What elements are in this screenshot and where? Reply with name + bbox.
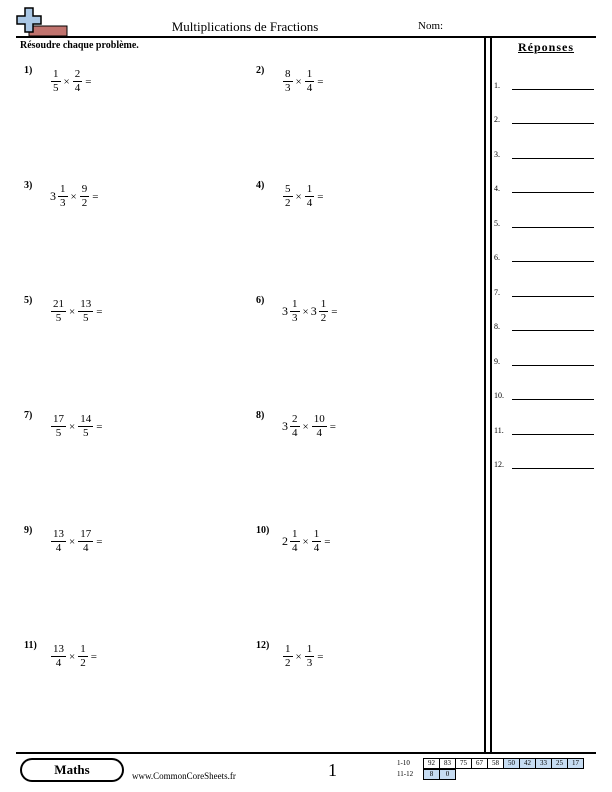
problem-number: 1) — [24, 65, 33, 76]
fraction — [312, 528, 322, 555]
answer-line[interactable] — [512, 218, 594, 228]
answer-line[interactable] — [512, 356, 594, 366]
times-sign: × — [69, 650, 76, 663]
equals-sign: = — [92, 190, 99, 203]
numerator: 13 — [53, 528, 64, 540]
numerator: 1 — [80, 643, 86, 655]
whole-number: 3 — [310, 304, 317, 318]
problem-item — [24, 180, 100, 210]
answer-row — [494, 287, 594, 297]
numerator: 13 — [80, 298, 92, 310]
fraction — [290, 298, 300, 325]
fraction — [78, 528, 93, 555]
whole-number: 2 — [282, 534, 288, 548]
answer-line[interactable] — [512, 114, 594, 124]
times-sign: × — [295, 190, 302, 203]
equals-sign: = — [96, 535, 103, 548]
equals-sign: = — [317, 650, 324, 663]
denominator: 3 — [285, 82, 291, 94]
equals-sign: = — [85, 75, 92, 88]
score-cell: 50 — [503, 758, 520, 769]
answer-line[interactable] — [512, 183, 594, 193]
answer-line[interactable] — [512, 149, 594, 159]
fraction — [312, 413, 327, 440]
times-sign: × — [63, 75, 70, 88]
denominator: 4 — [292, 427, 298, 439]
problem-item — [256, 525, 332, 555]
denominator: 3 — [292, 312, 298, 324]
score-cell: 0 — [439, 769, 456, 780]
problem-item — [24, 525, 104, 555]
answer-label: 5. — [494, 219, 500, 228]
answer-row — [494, 425, 594, 435]
score-cell: 67 — [471, 758, 488, 769]
answer-row — [494, 390, 594, 400]
score-cell: 92 — [423, 758, 440, 769]
numerator: 1 — [292, 298, 298, 310]
answer-line[interactable] — [512, 390, 594, 400]
score-cell: 8 — [423, 769, 440, 780]
problem-number: 9) — [24, 525, 33, 536]
problem-item — [24, 65, 93, 95]
answer-line[interactable] — [512, 252, 594, 262]
numerator: 1 — [306, 643, 313, 655]
numerator: 1 — [53, 68, 59, 80]
fraction — [283, 643, 293, 670]
answer-row — [494, 218, 594, 228]
denominator: 2 — [320, 312, 327, 324]
denominator: 2 — [285, 197, 291, 209]
numerator: 1 — [306, 183, 313, 195]
answer-label: 10. — [494, 391, 504, 400]
answer-label: 11. — [494, 426, 504, 435]
problem-number: 11) — [24, 640, 37, 651]
equals-sign: = — [324, 535, 331, 548]
fraction-expression — [50, 298, 104, 325]
denominator: 5 — [55, 312, 62, 324]
score-row — [424, 758, 584, 769]
times-sign: × — [69, 535, 76, 548]
whole-number: 3 — [50, 189, 56, 203]
equals-sign: = — [96, 420, 103, 433]
score-cell: 75 — [455, 758, 472, 769]
fraction — [305, 68, 315, 95]
answer-row — [494, 149, 594, 159]
denominator: 4 — [292, 542, 298, 554]
score-range-label: 11-12 — [397, 770, 414, 778]
answer-label: 3. — [494, 150, 500, 159]
answer-label: 1. — [494, 81, 500, 90]
problem-number: 4) — [256, 180, 265, 191]
equals-sign: = — [329, 420, 336, 433]
fraction — [305, 643, 315, 670]
problem-item — [256, 65, 325, 95]
fraction — [51, 643, 66, 670]
denominator: 4 — [55, 542, 62, 554]
score-row — [424, 769, 456, 780]
answer-line[interactable] — [512, 425, 594, 435]
problem-item — [256, 640, 325, 670]
score-cell: 42 — [519, 758, 536, 769]
fraction-expression — [282, 298, 339, 325]
page-number: 1 — [328, 760, 337, 780]
fraction-expression — [50, 643, 99, 670]
times-sign: × — [69, 305, 76, 318]
numerator: 9 — [81, 183, 88, 195]
score-cell: 58 — [487, 758, 504, 769]
denominator: 5 — [82, 427, 89, 439]
fraction — [51, 68, 61, 95]
footer-divider — [16, 752, 596, 754]
problem-number: 12) — [256, 640, 270, 651]
denominator: 4 — [82, 542, 89, 554]
times-sign: × — [295, 75, 302, 88]
equals-sign: = — [96, 305, 103, 318]
problem-item — [256, 180, 325, 210]
numerator: 1 — [306, 68, 313, 80]
equals-sign: = — [90, 650, 97, 663]
answer-row — [494, 80, 594, 90]
times-sign: × — [69, 420, 76, 433]
answer-row — [494, 252, 594, 262]
website-link[interactable]: www.CommonCoreSheets.fr — [132, 771, 236, 781]
fraction — [73, 68, 83, 95]
numerator: 2 — [74, 68, 81, 80]
fraction — [78, 643, 88, 670]
subject-badge — [20, 758, 124, 782]
denominator: 4 — [55, 657, 62, 669]
equals-sign: = — [331, 305, 338, 318]
score-cell: 25 — [551, 758, 568, 769]
problem-number: 8) — [256, 410, 265, 421]
problem-item — [24, 410, 104, 440]
denominator: 2 — [285, 657, 291, 669]
plus-sign-logo — [16, 6, 68, 38]
fraction — [51, 413, 66, 440]
denominator: 3 — [306, 657, 313, 669]
denominator: 3 — [60, 197, 66, 209]
problem-item — [256, 410, 338, 440]
subject-label: Maths — [22, 760, 122, 780]
answer-label: 6. — [494, 253, 500, 262]
answer-label: 7. — [494, 288, 500, 297]
times-sign: × — [295, 650, 302, 663]
fraction — [78, 298, 93, 325]
fraction-expression — [50, 68, 93, 95]
numerator: 1 — [285, 643, 291, 655]
problem-item — [24, 640, 99, 670]
denominator: 2 — [80, 657, 86, 669]
answers-title: Réponses — [518, 40, 575, 54]
fraction-expression — [282, 413, 338, 440]
score-cell: 83 — [439, 758, 456, 769]
fraction — [80, 183, 90, 210]
problem-number: 3) — [24, 180, 33, 191]
fraction-expression — [282, 643, 325, 670]
score-cell: 17 — [567, 758, 584, 769]
numerator: 1 — [60, 183, 66, 195]
answer-label: 9. — [494, 357, 500, 366]
fraction-expression — [282, 528, 332, 555]
numerator: 14 — [80, 413, 92, 425]
answer-row — [494, 321, 594, 331]
worksheet-title: Multiplications de Fractions — [171, 19, 319, 34]
answer-label: 8. — [494, 322, 500, 331]
answer-line[interactable] — [512, 287, 594, 297]
answer-row — [494, 183, 594, 193]
fraction-expression — [50, 528, 104, 555]
fraction — [290, 528, 300, 555]
score-range-label: 1-10 — [397, 759, 410, 767]
times-sign: × — [302, 535, 309, 548]
answer-label: 2. — [494, 115, 500, 124]
numerator: 13 — [53, 643, 64, 655]
fraction-expression — [282, 183, 325, 210]
denominator: 4 — [74, 82, 81, 94]
answer-label: 4. — [494, 184, 500, 193]
times-sign: × — [302, 420, 309, 433]
fraction — [283, 183, 293, 210]
fraction — [51, 528, 66, 555]
problem-item — [24, 295, 104, 325]
answer-row — [494, 356, 594, 366]
numerator: 21 — [53, 298, 64, 310]
header-divider — [16, 36, 596, 38]
numerator: 1 — [292, 528, 298, 540]
numerator: 10 — [313, 413, 325, 425]
fraction — [305, 183, 315, 210]
answer-line[interactable] — [512, 80, 594, 90]
numerator: 2 — [292, 413, 298, 425]
fraction-expression — [282, 68, 325, 95]
numerator: 8 — [285, 68, 291, 80]
problem-number: 2) — [256, 65, 265, 76]
answer-line[interactable] — [512, 459, 594, 469]
denominator: 2 — [81, 197, 88, 209]
denominator: 4 — [306, 197, 313, 209]
denominator: 4 — [313, 542, 320, 554]
denominator: 5 — [53, 82, 59, 94]
denominator: 4 — [316, 427, 322, 439]
fraction — [58, 183, 68, 210]
problem-number: 10) — [256, 525, 270, 536]
numerator: 1 — [320, 298, 327, 310]
times-sign: × — [70, 190, 77, 203]
denominator: 4 — [306, 82, 313, 94]
answer-column-divider — [484, 37, 492, 753]
problem-number: 6) — [256, 295, 265, 306]
denominator: 5 — [82, 312, 89, 324]
problem-number: 7) — [24, 410, 33, 421]
answer-label: 12. — [494, 460, 504, 469]
whole-number: 3 — [282, 304, 288, 318]
equals-sign: = — [317, 75, 324, 88]
fraction — [78, 413, 93, 440]
fraction-expression — [50, 413, 104, 440]
instructions: Résoudre chaque problème. — [20, 40, 139, 51]
times-sign: × — [302, 305, 309, 318]
numerator: 17 — [53, 413, 64, 425]
whole-number: 3 — [282, 419, 288, 433]
answer-row — [494, 459, 594, 469]
fraction — [51, 298, 66, 325]
name-label: Nom: — [418, 20, 444, 32]
numerator: 1 — [313, 528, 320, 540]
fraction — [290, 413, 300, 440]
fraction — [283, 68, 293, 95]
answer-row — [494, 114, 594, 124]
numerator: 5 — [285, 183, 291, 195]
numerator: 17 — [80, 528, 92, 540]
problem-number: 5) — [24, 295, 33, 306]
answer-line[interactable] — [512, 321, 594, 331]
fraction-expression — [50, 183, 100, 210]
denominator: 5 — [55, 427, 62, 439]
score-cell: 33 — [535, 758, 552, 769]
problem-item — [256, 295, 339, 325]
fraction — [319, 298, 329, 325]
equals-sign: = — [317, 190, 324, 203]
